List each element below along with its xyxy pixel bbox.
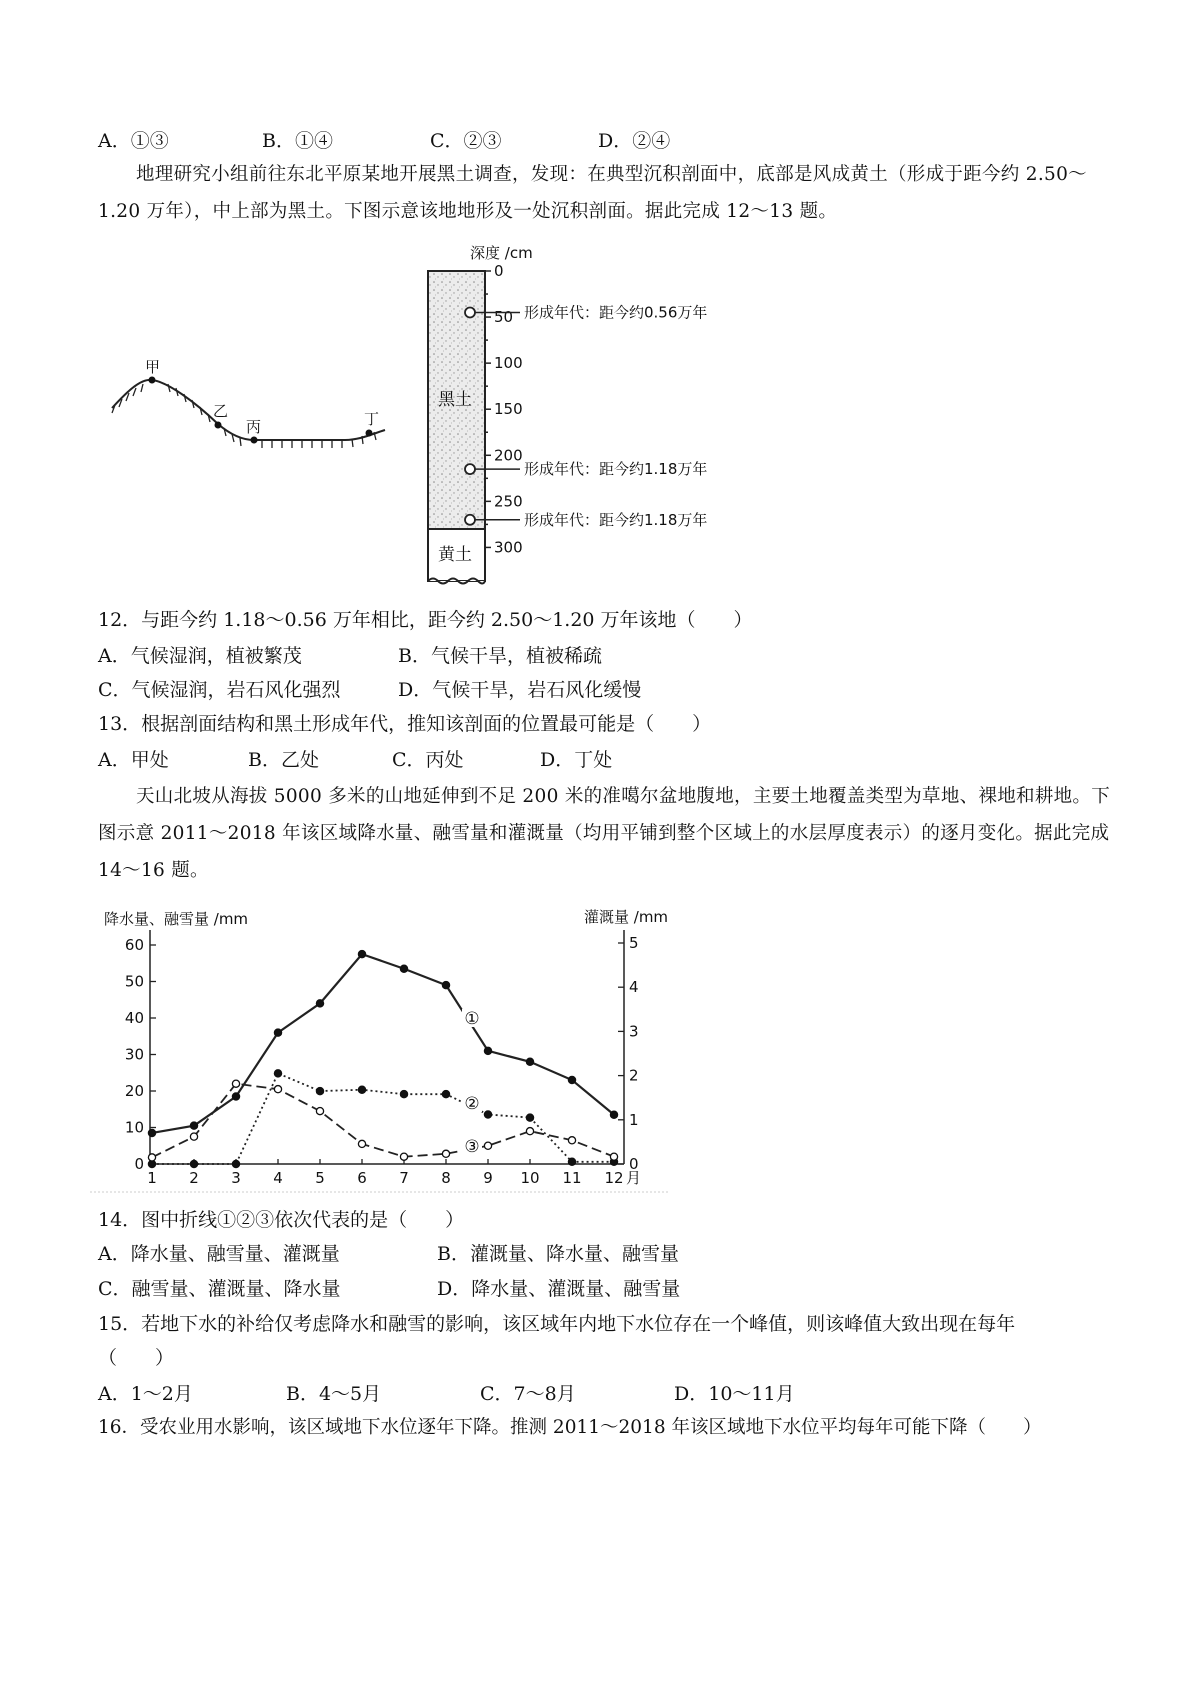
series-3-point [316, 1107, 323, 1114]
left-tick-label: 40 [124, 1009, 144, 1027]
x-tick-label: 5 [315, 1169, 325, 1187]
series-2-point [442, 1091, 449, 1098]
q12-stem: 12．与距今约 1.18～0.56 万年相比，距今约 2.50～1.20 万年该地（ ） [98, 609, 753, 631]
series-2-point [484, 1111, 491, 1118]
sample-marker [465, 464, 475, 474]
series-3-point [568, 1137, 575, 1144]
sediment-profile [428, 271, 485, 584]
terrain-profile-figure [0, 238, 1200, 593]
q13-option-a[interactable]: A．甲处 [98, 749, 169, 771]
series-3-point [148, 1154, 155, 1161]
water-balance-chart [0, 900, 1200, 1195]
right-axis-title: 灌溉量 /mm [584, 908, 669, 926]
right-tick-label: 0 [629, 1155, 639, 1173]
series-1-point [484, 1047, 491, 1054]
left-tick-label: 10 [124, 1118, 144, 1137]
series-2-point [358, 1086, 365, 1093]
intro-paragraph-14-16: 天山北坡从海拔 5000 多米的山地延伸到不足 200 米的准噶尔盆地腹地，主要土地覆盖类型为草地、裸地和耕地。下图示意 2011～2018 年该区域降水量、融雪量和灌溉量（均用平铺到整个区域上的水层厚度表示）的逐月变化。据此完成 14～16 题。 [98, 786, 1111, 881]
series-1-point [274, 1029, 281, 1036]
series-3-point [610, 1153, 617, 1160]
series-1-point [400, 965, 407, 972]
series-2-point [232, 1160, 239, 1167]
right-tick-label: 2 [629, 1066, 639, 1085]
black-soil-label: 黑土 [438, 390, 472, 410]
profile-wavy-bottom [428, 579, 485, 584]
label-jia: 甲 [145, 358, 161, 376]
series-2-point [568, 1158, 575, 1165]
series-1-point [568, 1076, 575, 1083]
q15-option-a[interactable]: A．1～2月 [98, 1383, 193, 1405]
x-tick-label: 1 [147, 1169, 157, 1187]
right-tick-label: 3 [629, 1022, 639, 1041]
q12-option-d[interactable]: D．气候干旱，岩石风化缓慢 [398, 679, 642, 701]
q14-option-a[interactable]: A．降水量、融雪量、灌溉量 [98, 1243, 340, 1265]
series-3-point [190, 1133, 197, 1140]
right-tick-label: 5 [629, 934, 639, 952]
x-tick-label: 11 [562, 1169, 582, 1187]
series-label-3: ③ [464, 1137, 480, 1157]
q12-option-a[interactable]: A．气候湿润，植被繁茂 [98, 645, 302, 667]
loess-label: 黄土 [438, 545, 472, 565]
q15-stem: 15．若地下水的补给仅考虑降水和融雪的影响，该区域年内地下水位存在一个峰值，则该峰值大致出现在每年 [98, 1313, 1016, 1335]
point-jia-marker [149, 377, 156, 384]
q15-option-c[interactable]: C．7～8月 [480, 1383, 576, 1405]
point-ding-marker [366, 430, 373, 437]
q14-option-c[interactable]: C．融雪量、灌溉量、降水量 [98, 1278, 341, 1300]
q13-option-d[interactable]: D．丁处 [540, 749, 613, 771]
series-line-1 [152, 954, 614, 1133]
series-1-point [316, 1000, 323, 1007]
series-3-point [484, 1142, 491, 1149]
series-2-point [400, 1091, 407, 1098]
x-tick-label: 6 [357, 1169, 367, 1187]
left-tick-label: 0 [134, 1155, 144, 1173]
label-yi: 乙 [213, 402, 229, 420]
q11-option-a[interactable]: A．①③ [98, 130, 169, 152]
right-tick-label: 1 [629, 1110, 639, 1129]
left-tick-label: 30 [124, 1045, 144, 1064]
q13-option-b[interactable]: B．乙处 [248, 749, 319, 771]
sample-marker [465, 515, 475, 525]
sample-marker [465, 307, 475, 317]
left-tick-label: 50 [124, 972, 144, 991]
series-1-point [526, 1058, 533, 1065]
series-2-point [190, 1160, 197, 1167]
series-3-point [400, 1153, 407, 1160]
sample-age-label: 形成年代：距今约1.18万年 [524, 460, 708, 479]
series-label-2: ② [464, 1094, 480, 1114]
q15-option-b[interactable]: B．4～5月 [286, 1383, 382, 1405]
depth-tick-label-100: 100 [494, 354, 523, 373]
terrain-cross-section [112, 380, 385, 448]
series-3-point [232, 1080, 239, 1087]
q13-option-c[interactable]: C．丙处 [392, 749, 464, 771]
depth-tick-label-300: 300 [494, 538, 523, 557]
series-label-1: ① [464, 1009, 480, 1029]
q13-stem: 13．根据剖面结构和黑土形成年代，推知该剖面的位置最可能是（ ） [98, 713, 712, 735]
q14-option-b[interactable]: B．灌溉量、降水量、融雪量 [437, 1243, 679, 1265]
q15-option-d[interactable]: D．10～11月 [674, 1383, 795, 1405]
point-bing-marker [251, 437, 258, 444]
q11-option-d[interactable]: D．②④ [598, 130, 671, 152]
q12-option-c[interactable]: C．气候湿润，岩石风化强烈 [98, 679, 341, 701]
point-yi-marker [215, 422, 222, 429]
right-tick-label: 4 [629, 978, 639, 997]
q15-answer-blank: （ ） [98, 1347, 175, 1369]
depth-tick-label-0: 0 [494, 262, 504, 280]
series-2-point [274, 1070, 281, 1077]
x-axis-unit: 月 [626, 1169, 642, 1187]
depth-tick-label-150: 150 [494, 400, 523, 419]
sample-age-label: 形成年代：距今约0.56万年 [524, 303, 708, 322]
depth-tick-label-200: 200 [494, 446, 523, 465]
label-ding: 丁 [364, 410, 380, 428]
series-3-point [442, 1150, 449, 1157]
series-3-point [358, 1140, 365, 1147]
x-tick-label: 8 [441, 1169, 451, 1187]
intro-paragraph-12-13: 地理研究小组前往东北平原某地开展黑土调查，发现：在典型沉积剖面中，底部是风成黄土（形成于距今约 2.50～1.20 万年），中上部为黑土。下图示意该地地形及一处沉积剖面。据此完成 12～13 题。 [98, 164, 1087, 222]
q14-stem: 14．图中折线①②③依次代表的是（ ） [98, 1209, 465, 1231]
series-2-point [526, 1114, 533, 1121]
series-1-point [610, 1111, 617, 1118]
left-tick-label: 60 [124, 936, 144, 954]
x-tick-label: 10 [520, 1169, 540, 1187]
sample-age-label: 形成年代：距今约1.18万年 [524, 510, 708, 529]
q11-option-b[interactable]: B．①④ [262, 130, 333, 152]
depth-tick-label-50: 50 [494, 308, 514, 327]
series-1-point [442, 982, 449, 989]
series-1-point [232, 1093, 239, 1100]
q16-stem: 16．受农业用水影响，该区域地下水位逐年下降。推测 2011～2018 年该区域地下水位平均每年可能下降（ ） [98, 1417, 1042, 1438]
x-tick-label: 2 [189, 1169, 199, 1187]
x-tick-label: 9 [483, 1169, 493, 1187]
x-tick-label: 12 [604, 1169, 624, 1187]
x-tick-label: 7 [399, 1169, 409, 1187]
x-tick-label: 4 [273, 1169, 283, 1187]
series-3-point [274, 1086, 281, 1093]
series-2-point [316, 1087, 323, 1094]
q11-option-c[interactable]: C．②③ [430, 130, 502, 152]
left-axis-title: 降水量、融雪量 /mm [104, 910, 249, 928]
depth-axis-title: 深度 /cm [470, 244, 533, 262]
x-tick-label: 3 [231, 1169, 241, 1187]
series-1-point [148, 1129, 155, 1136]
series-line-3 [152, 1084, 614, 1158]
series-1-point [358, 951, 365, 958]
left-tick-label: 20 [124, 1082, 144, 1100]
label-bing: 丙 [246, 418, 262, 436]
q14-option-d[interactable]: D．降水量、灌溉量、融雪量 [437, 1278, 681, 1300]
series-1-point [190, 1122, 197, 1129]
series-3-point [526, 1128, 533, 1135]
q12-option-b[interactable]: B．气候干旱，植被稀疏 [398, 645, 602, 667]
depth-tick-label-250: 250 [494, 492, 523, 511]
